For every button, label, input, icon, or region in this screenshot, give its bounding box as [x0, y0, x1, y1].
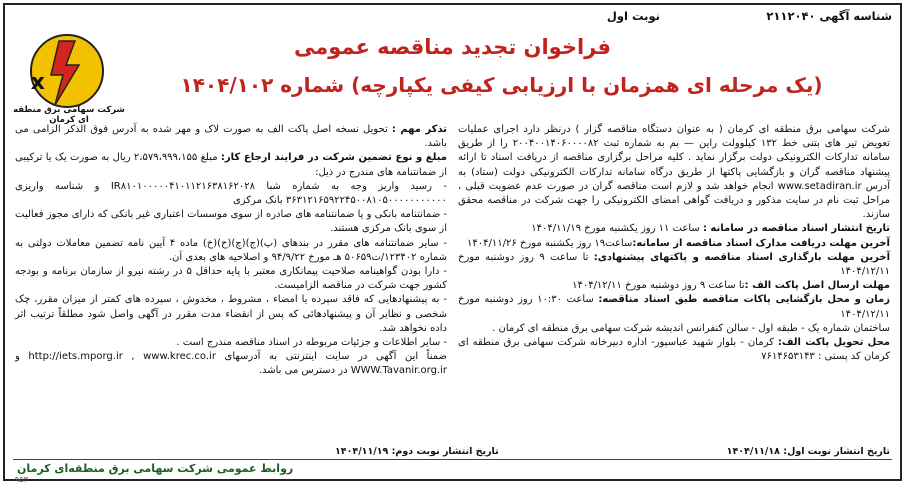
page-code: ۹۵۳ [15, 475, 28, 484]
list-item: - رسید واریز وجه به شماره شبا IR۸۱۰۱۰۰۰۰۰۴۱۰۱۱۲۱۶۳۸۱۶۲۰۲۸ و شناسه واریزی ۳۶۳۱۲۱۶۵۹۲۲۴۵۰۰۸۱۰۵۰۰۰۰۰۰۰۰۰۰۰ بانک مرکزی [15, 180, 447, 207]
page-subtitle: (یک مرحله ای همزمان با ارزیابی کیفی یکپارچه) شماره ۱۴۰۴/۱۰۲ [180, 73, 823, 97]
tavanir-link[interactable]: WWW.Tavanir.org.ir [350, 365, 447, 377]
date-row: آخرین مهلت بارگذاری اسناد مناقصه و پاکتهای پیشنهادی: تا ساعت ۹ روز دوشنبه مورخ ۱۴۰۴/۱۲/۱۱ [458, 251, 891, 278]
second-publication-date: تاریخ انتشار نوبت دوم: ۱۴۰۴/۱۱/۱۹ [335, 446, 499, 457]
turn-label: نوبت اول [606, 9, 660, 23]
page-title: فراخوان تجدید مناقصه عمومی [293, 35, 611, 59]
logo-org-name: شرکت سهامی برق منطقه ای کرمان [13, 105, 125, 125]
venue-text: ساختمان شماره یک - طبقه اول - سالن کنفرانس اندیشه شرکت سهامی برق منطقه ای کرمان . [492, 322, 890, 334]
svg-text:x: x [30, 70, 45, 95]
list-item: - به پیشنهادهایی که فاقد سپرده یا امضاء ، مشروط ، مخدوش ، سپرده های کمتر از میزان مقرر، چک شخصی و نظایر آن و پیشنهادهائی که پس از انقضاء مدت مقرر در آگهی واصل شود مطلقاً ترتیب اثر داده نخواهد شد. [15, 294, 447, 334]
list-item: - ضمانتنامه بانکی و یا ضمانتنامه های صادره از سوی موسسات اعتباری غیر بانکی که دارای مجوز فعالیت از سوی بانک مرکزی هستند. [15, 209, 447, 235]
websites-row: ضمناً این آگهی در سایت اینترنتی به آدرسهای http://iets.mporg.ir , www.krec.co.ir و WWW.Tavanir.org.ir در دسترس می باشد. [15, 351, 448, 377]
ad-number: شناسه آگهی ۲۱۱۲۰۴۰ [766, 9, 892, 23]
public-relations: روابط عمومی شرکت سهامی برق منطقه‌ای کرمان [17, 462, 294, 475]
tender-notice [3, 3, 902, 484]
intro-paragraph: شرکت سهامی برق منطقه ای کرمان ( به عنوان دستگاه مناقصه گزار ) درنظر دارد اجرای عملیات تعویض تیر های بتنی خط ۱۳۲ کیلوولت راین — بم به شماره ثبت ۲۰۰۴۰۰۱۴۰۶۰۰۰۰۸۲ را از طریق سامانه تدارکات الکترونیکی دولت برگزار نماید . کلیه مراحل برگزاری مناقصه از دریافت اسناد تا ارائه پیشنهاد مناقصه گران و بازگشایی پاکتها از طریق درگاه سامانه تدارکات الکترونیکی دولت (ستاد) به آدرس www.setadiran.ir انجام خواهد شد و لازم است مناقصه گران در صورت عدم عضویت قبلی ، مراحل ثبت نام در سایت مذکور و دریافت گواهی امضای الکترونیکی را جهت شرکت در مناقصه محقق سازند. [458, 124, 890, 221]
website-links[interactable]: http://iets.mporg.ir , www.krec.co.ir [28, 351, 216, 363]
list-item: - دارا بودن گواهینامه صلاحیت پیمانکاری معتبر با پایه حداقل ۵ در رشته نیرو از سازمان برنامه و بودجه کشور جهت شرکت در مناقصه الزامیست. [15, 266, 447, 292]
list-item: - سایر اطلاعات و جزئیات مربوطه در اسناد مناقصه مندرج است . [176, 337, 447, 349]
list-item: - سایر ضمانتنامه های مقرر در بندهای (پ)(ج)(چ)(ح)(خ) ماده ۴ آیین نامه تضمین معاملات دولتی به شماره ۱۲۳۴۰۲/ت۵۰۶۵۹ هـ مورخ ۹۴/۹/۲۲ و اصلاحیه های بعدی آن. [15, 237, 448, 263]
delivery-row: محل تحویل پاکت الف: کرمان - بلوار شهید عباسپور- اداره دبیرخانه شرکت سهامی برق منطقه ای کرمان کد پستی : ۷۶۱۴۶۵۳۱۴۳ [458, 337, 890, 363]
divider [13, 459, 892, 460]
date-row: مهلت ارسال اصل پاکت الف :تا ساعت ۹ روز دوشنبه مورخ ۱۴۰۴/۱۲/۱۱ [572, 280, 890, 292]
right-column [458, 123, 890, 364]
header-bar [13, 9, 892, 27]
date-row: آخرین مهلت دریافت مدارک اسناد مناقصه از سامانه:ساعت۱۹ روز یکشنبه مورخ ۱۴۰۴/۱۱/۲۶ [467, 237, 890, 249]
note-row: تذکر مهم : تحویل نسخه اصل پاکت الف به صورت لاک و مهر شده به آدرس فوق الذکر الزامی می باشد. [15, 124, 447, 150]
date-row: زمان و محل بازگشایی پاکات مناقصه طبق اسناد مناقصه: ساعت ۱۰:۳۰ روز دوشنبه مورخ ۱۴۰۴/۱۲/۱۱ [458, 294, 890, 320]
first-publication-date: تاریخ انتشار نوبت اول: ۱۴۰۴/۱۱/۱۸ [726, 446, 890, 457]
date-row: تاریخ انتشار اسناد مناقصه در سامانه : ساعت ۱۱ روز یکشنبه مورخ ۱۴۰۴/۱۱/۱۹ [531, 223, 890, 235]
left-column [15, 123, 447, 379]
guarantee-row: مبلغ و نوع تضمین شرکت در فرایند ارجاع کار: مبلغ ۲،۵۷۹،۹۹۹،۱۵۵ ریال به صورت یک یا ترکیبی از ضمانتنامه های مندرج در ذیل: [15, 152, 447, 178]
